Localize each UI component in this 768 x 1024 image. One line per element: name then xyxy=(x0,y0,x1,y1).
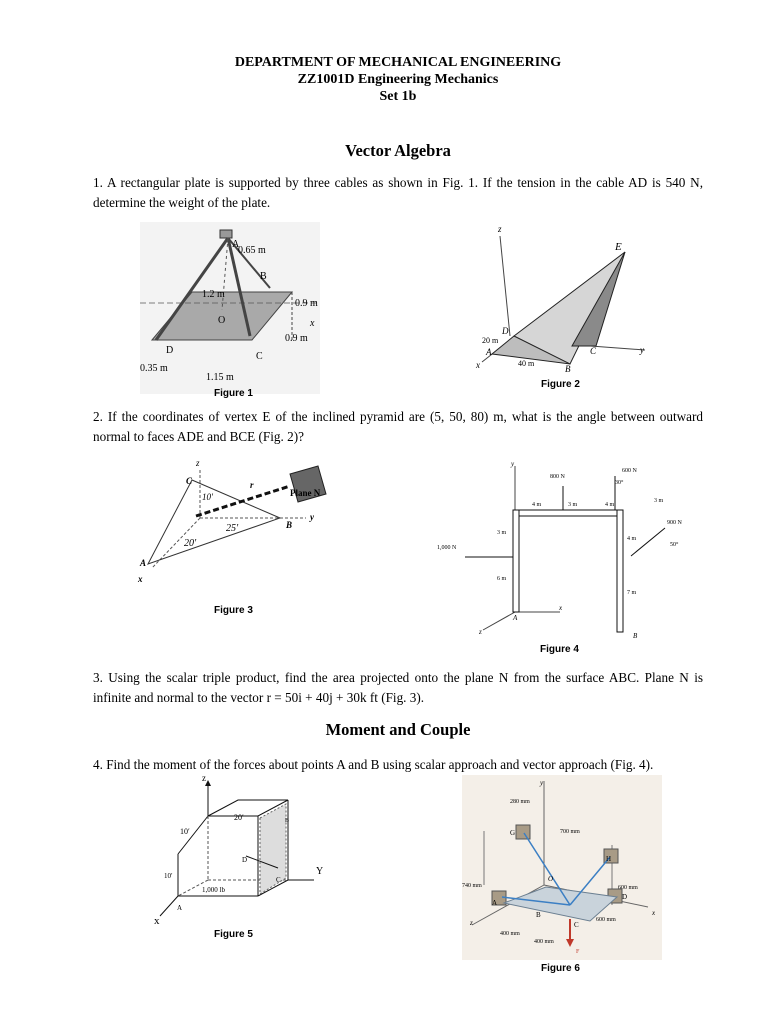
fig4-label-30: 30° xyxy=(615,480,624,486)
fig4-label-800: 800 N xyxy=(550,474,565,480)
fig6-label-g: G xyxy=(510,829,516,837)
figure-4-caption: Figure 4 xyxy=(540,644,579,655)
fig6-label-a: A xyxy=(492,899,498,907)
fig3-label-c: C xyxy=(186,476,193,486)
fig5-label-10a: 10′ xyxy=(180,827,190,836)
fig6-label-f: F xyxy=(576,949,580,955)
fig6-label-o: O xyxy=(548,875,554,883)
fig1-label-115: 1.15 m xyxy=(206,372,234,383)
fig6-label-b: B xyxy=(536,911,541,919)
fig2-label-20: 20 m xyxy=(482,336,499,345)
figure-2-pyramid xyxy=(470,222,660,372)
fig6-label-x: x xyxy=(652,909,656,917)
set-title: Set 1b xyxy=(379,89,417,104)
fig3-label-20: 20′ xyxy=(184,538,197,549)
fig4-label-x: x xyxy=(559,604,563,612)
fig4-label-z: z xyxy=(479,628,482,636)
fig3-label-y: y xyxy=(310,512,314,522)
fig1-label-c: C xyxy=(256,351,263,362)
fig3-label-a: A xyxy=(140,558,147,568)
fig5-label-force: 1,000 lb xyxy=(202,886,225,894)
figure-6-plate-cables xyxy=(462,775,662,960)
fig4-label-3a: 3 m xyxy=(568,502,578,508)
fig5-label-a: A xyxy=(177,904,183,912)
figure-5-caption: Figure 5 xyxy=(214,929,253,940)
fig2-label-z: z xyxy=(498,224,502,234)
fig2-label-c: C xyxy=(590,346,597,356)
fig1-label-035: 0.35 m xyxy=(140,363,168,374)
fig2-label-b: B xyxy=(565,364,571,372)
fig5-label-y: Y xyxy=(316,866,324,877)
course-title: ZZ1001D Engineering Mechanics xyxy=(297,72,499,87)
fig6-label-d: D xyxy=(622,893,628,901)
figure-3-plane-n xyxy=(130,456,335,591)
figure-4-frame xyxy=(435,462,705,640)
figure-1-plate-cables xyxy=(140,222,320,394)
fig4-label-1000: 1,000 N xyxy=(437,545,457,551)
fig1-label-09a: 0.9 m xyxy=(295,298,318,309)
problem-4: 4. Find the moment of the forces about points A and B using scalar approach and vector approach (Fig. 4). xyxy=(93,757,654,772)
fig2-label-a: A xyxy=(486,347,492,357)
figure-5-box xyxy=(150,776,330,926)
problem-2: 2. If the coordinates of vertex E of the inclined pyramid are (5, 50, 80) m, what is the angle between outward normal to faces ADE and BCE (Fig. 2)? xyxy=(93,409,703,444)
section-moment-couple: Moment and Couple xyxy=(325,720,471,739)
fig4-label-7: 7 m xyxy=(627,590,637,596)
fig2-label-d: D xyxy=(502,326,509,336)
problem-3: 3. Using the scalar triple product, find the area projected onto the plane N from the surface ABC. Plane N is infinite and normal to the vector r = 50i + 40j + 30k ft (Fig. 3). xyxy=(93,670,703,705)
fig2-label-y: y xyxy=(640,345,644,355)
figure-3-caption: Figure 3 xyxy=(214,605,253,616)
fig2-label-e: E xyxy=(615,241,622,253)
fig4-label-4a: 4 m xyxy=(532,502,542,508)
fig4-label-6: 6 m xyxy=(497,576,507,582)
fig6-label-740: 740 mm xyxy=(462,883,482,889)
fig3-label-b: B xyxy=(286,520,293,530)
fig1-label-d: D xyxy=(166,345,174,356)
fig6-label-y: y xyxy=(540,779,544,787)
fig4-label-4b: 4 m xyxy=(605,502,615,508)
fig3-label-r: r xyxy=(250,480,254,490)
fig4-label-b: B xyxy=(633,632,638,640)
fig4-label-3b: 3 m xyxy=(497,530,507,536)
fig6-label-c: C xyxy=(574,921,579,929)
fig6-label-400a: 400 mm xyxy=(500,931,520,937)
fig6-label-400b: 400 mm xyxy=(534,939,554,945)
fig4-label-50: 50° xyxy=(670,542,679,548)
fig6-label-280: 280 mm xyxy=(510,799,530,805)
fig1-label-x: x xyxy=(310,318,315,329)
fig5-label-c: C xyxy=(276,876,281,884)
fig3-label-z: z xyxy=(196,458,200,468)
fig6-label-600a: 600 mm xyxy=(618,885,638,891)
fig5-label-x: x xyxy=(154,915,160,926)
fig1-label-12: 1.2 m xyxy=(202,289,225,300)
fig5-label-10b: 10′ xyxy=(164,872,173,880)
fig4-label-y: y xyxy=(511,462,515,468)
fig2-label-40: 40 m xyxy=(518,359,535,368)
fig4-label-4c: 4 m xyxy=(627,536,637,542)
fig5-label-z: z xyxy=(202,776,206,783)
problem-1: 1. A rectangular plate is supported by three cables as shown in Fig. 1. If the tension in the cable AD is 540 N, determine the weight of the plate. xyxy=(93,175,703,210)
fig1-label-b: B xyxy=(260,271,267,282)
fig1-label-o: O xyxy=(218,315,226,326)
figure-1-caption: Figure 1 xyxy=(214,388,253,399)
fig4-label-a: A xyxy=(513,614,518,622)
fig6-label-h: H xyxy=(606,855,612,863)
department-heading: DEPARTMENT OF MECHANICAL ENGINEERING xyxy=(234,55,562,70)
fig5-label-d: D xyxy=(242,856,248,864)
fig6-label-700: 700 mm xyxy=(560,829,580,835)
fig3-label-25: 25′ xyxy=(226,523,239,534)
fig1-label-065: 0.65 m xyxy=(238,245,266,256)
fig4-label-3c: 3 m xyxy=(654,498,664,504)
fig3-label-10: 10′ xyxy=(202,492,213,502)
fig6-label-600b: 600 mm xyxy=(596,917,616,923)
section-vector-algebra: Vector Algebra xyxy=(345,141,451,160)
fig6-label-z: z xyxy=(470,919,473,927)
fig1-label-a: A xyxy=(232,239,240,250)
figure-2-caption: Figure 2 xyxy=(541,379,580,390)
fig4-label-900: 900 N xyxy=(667,520,682,526)
figure-6-caption: Figure 6 xyxy=(541,963,580,974)
fig5-label-b: B xyxy=(285,818,290,824)
fig3-label-x: x xyxy=(138,574,143,584)
fig3-label-plane: Plane N xyxy=(290,488,321,498)
fig5-label-20: 20′ xyxy=(234,813,244,822)
fig1-label-09b: 0.9 m xyxy=(285,333,308,344)
fig4-label-600: 600 N xyxy=(622,468,637,474)
fig2-label-x: x xyxy=(476,360,480,370)
